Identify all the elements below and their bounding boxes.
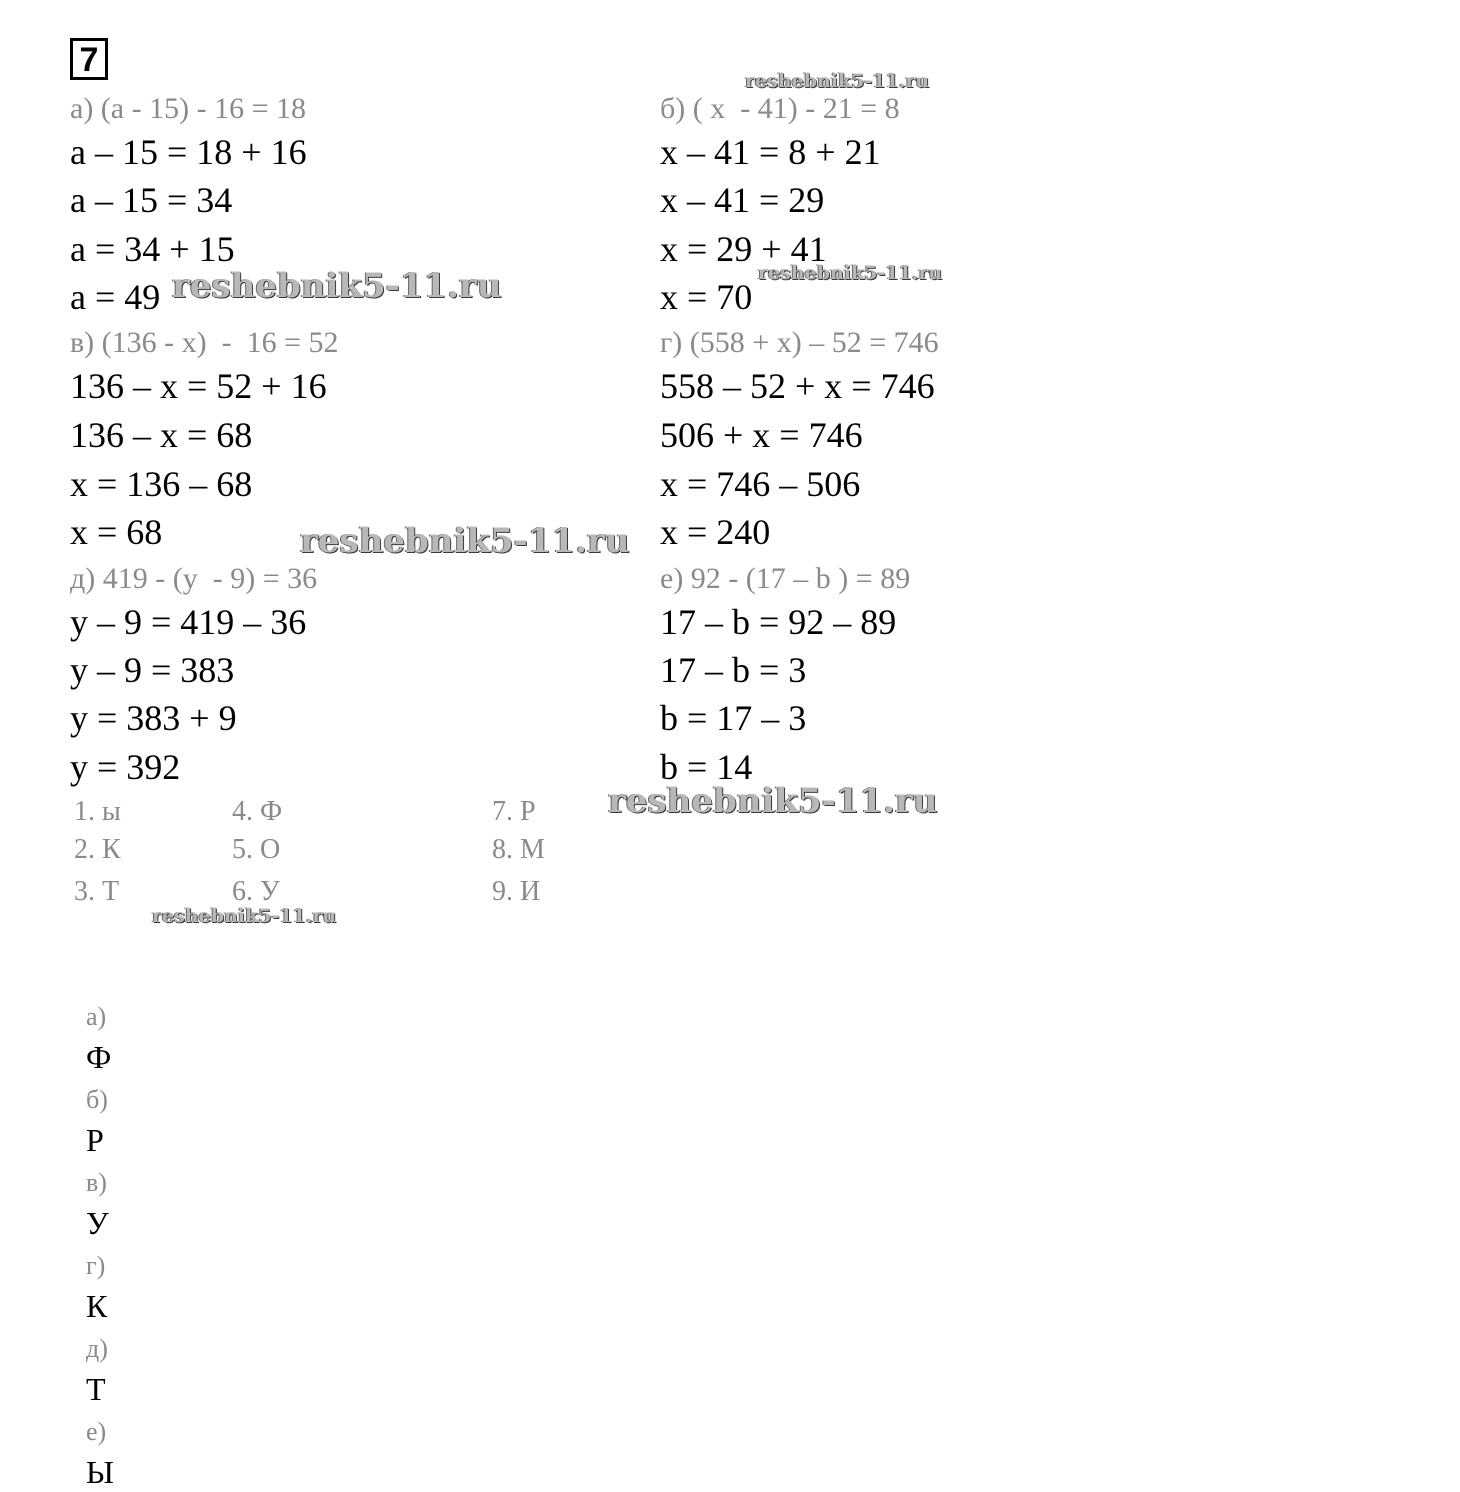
problem-g-line-4: х = 240: [660, 512, 771, 552]
answer-label: г): [86, 1251, 106, 1280]
answer-letter: У: [86, 1205, 109, 1241]
answer-label: б): [86, 1085, 108, 1114]
watermark: reshebnik5-11.ru: [608, 781, 938, 821]
problem-g-line-3: х = 746 – 506: [660, 464, 861, 504]
problem-d-line-2: у – 9 = 383: [70, 650, 235, 690]
problem-b-line-2: х – 41 = 29: [660, 180, 825, 220]
code-item: 3. Т: [74, 876, 120, 907]
watermark: reshebnik5-11.ru: [745, 70, 930, 92]
problem-d-line-4: у = 392: [70, 747, 181, 787]
problem-a-line-4: а = 49: [70, 277, 161, 317]
answer-letter: Ы: [86, 1454, 114, 1490]
answer-label: е): [86, 1417, 107, 1446]
code-item: 4. Ф: [232, 796, 283, 827]
answer-letter: Т: [86, 1371, 106, 1407]
problem-e-line-3: b = 17 – 3: [660, 698, 807, 738]
problem-b-line-1: х – 41 = 8 + 21: [660, 132, 881, 172]
problem-g-line-2: 506 + х = 746: [660, 415, 863, 455]
problem-e-header: е) 92 - (17 – b ) = 89: [660, 562, 911, 595]
watermark: reshebnik5-11.ru: [758, 262, 943, 284]
code-item: 7. Р: [492, 796, 536, 827]
problem-v-line-2: 136 – х = 68: [70, 415, 253, 455]
problem-v-line-4: х = 68: [70, 512, 163, 552]
code-item: 8. М: [492, 834, 545, 865]
watermark: reshebnik5-11.ru: [172, 266, 502, 306]
problem-a-line-1: а – 15 = 18 + 16: [70, 132, 307, 172]
problem-b-line-3: х = 29 + 41: [660, 229, 827, 269]
answer-letter: К: [86, 1288, 108, 1324]
problem-v-header: в) (136 - х) - 16 = 52: [70, 326, 339, 359]
problem-e-line-2: 17 – b = 3: [660, 650, 807, 690]
code-item: 2. К: [74, 834, 121, 865]
watermark: reshebnik5-11.ru: [300, 521, 630, 561]
problem-a-line-2: а – 15 = 34: [70, 180, 233, 220]
watermark: reshebnik5-11.ru: [152, 905, 337, 927]
problem-a-line-3: а = 34 + 15: [70, 229, 235, 269]
code-item: 1. ы: [74, 796, 121, 827]
problem-e-line-1: 17 – b = 92 – 89: [660, 602, 897, 642]
answer-label: в): [86, 1168, 107, 1197]
answer-label: а): [86, 1002, 107, 1031]
answer-line: [70, 954, 114, 1492]
answer-letter: Р: [86, 1122, 104, 1158]
problem-d-line-3: у = 383 + 9: [70, 698, 237, 738]
code-item: 9. И: [492, 876, 541, 907]
problem-d-header: д) 419 - (у - 9) = 36: [70, 562, 318, 595]
problem-v-line-1: 136 – х = 52 + 16: [70, 366, 327, 406]
problem-e-line-4: b = 14: [660, 747, 753, 787]
problem-v-line-3: х = 136 – 68: [70, 464, 253, 504]
code-item: 5. О: [232, 834, 281, 865]
answer-letter: Ф: [86, 1039, 112, 1075]
code-item: 6. У: [232, 876, 280, 907]
problem-d-line-1: у – 9 = 419 – 36: [70, 602, 307, 642]
problem-b-line-4: х = 70: [660, 277, 753, 317]
problem-b-header: б) ( х - 41) - 21 = 8: [660, 92, 900, 125]
problem-a-header: а) (а - 15) - 16 = 18: [70, 92, 307, 125]
problem-g-line-1: 558 – 52 + х = 746: [660, 366, 935, 406]
problem-g-header: г) (558 + х) – 52 = 746: [660, 326, 939, 359]
answer-label: д): [86, 1334, 108, 1363]
task-number: 7: [70, 38, 108, 80]
